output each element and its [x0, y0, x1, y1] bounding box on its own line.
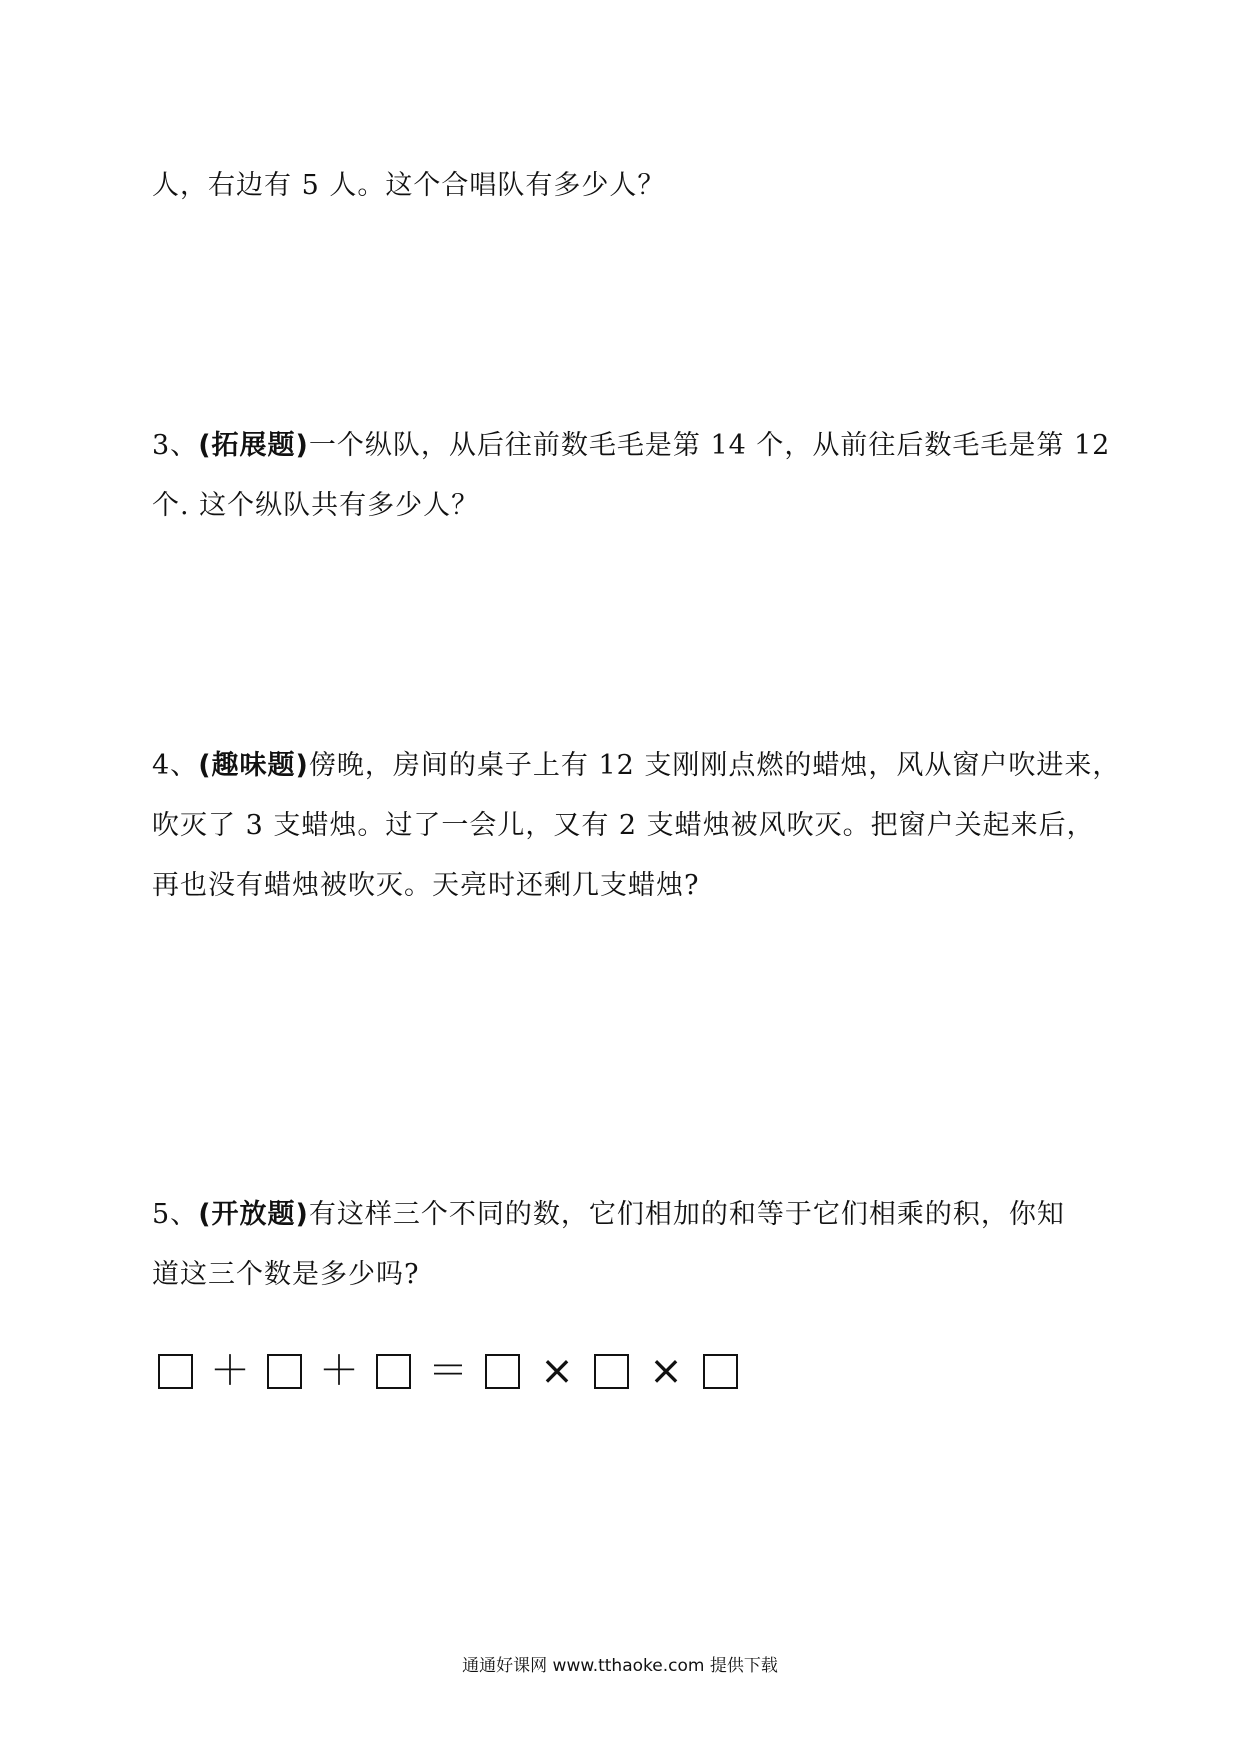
times-sign: × — [649, 1348, 683, 1394]
q4-text: 傍晚，房间的桌子上有 12 支刚刚点燃的蜡烛，风从窗户吹进来， — [308, 750, 1121, 781]
q4-tag: (趣味题) — [198, 750, 309, 781]
q3-number: 3、 — [152, 430, 199, 461]
answer-box[interactable] — [267, 1354, 302, 1389]
q4-line-3: 再也没有蜡烛被吹灭。天亮时还剩几支蜡烛? — [152, 870, 700, 901]
footer-source: 通通好课网 www.tthaoke.com 提供下载 — [462, 1656, 778, 1676]
q2-continuation: 人，右边有 5 人。这个合唱队有多少人？ — [152, 170, 666, 201]
answer-box[interactable] — [158, 1354, 193, 1389]
q3-tag: (拓展题) — [198, 430, 309, 461]
answer-box[interactable] — [376, 1354, 411, 1389]
q5-tag: (开放题) — [198, 1199, 309, 1230]
q5-number: 5、 — [152, 1199, 199, 1230]
answer-box[interactable] — [594, 1354, 629, 1389]
q3-line-2: 个. 这个纵队共有多少人？ — [152, 490, 480, 521]
q5-equation — [158, 1348, 738, 1394]
plus-sign: ＋ — [319, 1348, 359, 1394]
q4-line-1 — [152, 748, 1120, 784]
q4-line-2: 吹灭了 3 支蜡烛。过了一会儿，又有 2 支蜡烛被风吹灭。把窗户关起来后， — [152, 810, 1095, 841]
q5-text: 有这样三个不同的数，它们相加的和等于它们相乘的积，你知 — [308, 1199, 1065, 1230]
answer-box[interactable] — [485, 1354, 520, 1389]
answer-box[interactable] — [703, 1354, 738, 1389]
q4-number: 4、 — [152, 750, 199, 781]
q3-line-1 — [152, 428, 1110, 464]
q5-line-1 — [152, 1197, 1065, 1233]
times-sign: × — [540, 1348, 574, 1394]
plus-sign: ＋ — [210, 1348, 250, 1394]
q5-line-2: 道这三个数是多少吗? — [152, 1259, 420, 1290]
q3-text: 一个纵队，从后往前数毛毛是第 14 个，从前往后数毛毛是第 12 — [308, 430, 1111, 461]
equals-sign: ＝ — [428, 1348, 468, 1394]
